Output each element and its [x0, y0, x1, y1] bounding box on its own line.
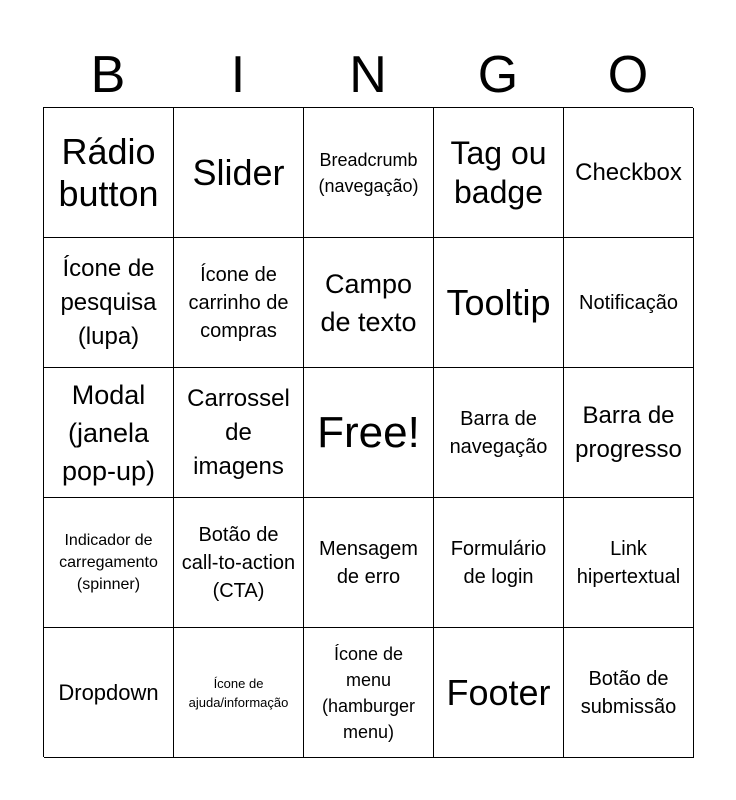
bingo-cell-free[interactable]: Free! [304, 368, 434, 498]
bingo-cell-r1c3[interactable]: Breadcrumb (navegação) [304, 108, 434, 238]
bingo-cell-r4c2[interactable]: Botão de call-to-action (CTA) [174, 498, 304, 628]
bingo-cell-r5c1[interactable]: Dropdown [44, 628, 174, 758]
bingo-cell-r2c3[interactable]: Campo de texto [304, 238, 434, 368]
bingo-cell-r2c4[interactable]: Tooltip [434, 238, 564, 368]
bingo-cell-r1c2[interactable]: Slider [174, 108, 304, 238]
bingo-cell-r3c5[interactable]: Barra de progresso [564, 368, 694, 498]
bingo-cell-r5c3[interactable]: Ícone de menu (hamburger menu) [304, 628, 434, 758]
bingo-cell-r1c1[interactable]: Rádio button [44, 108, 174, 238]
bingo-cell-r2c5[interactable]: Notificação [564, 238, 694, 368]
bingo-header [43, 42, 693, 108]
bingo-cell-r4c3[interactable]: Mensagem de erro [304, 498, 434, 628]
bingo-cell-r1c5[interactable]: Checkbox [564, 108, 694, 238]
bingo-cell-r5c2[interactable]: Ícone de ajuda/informação [174, 628, 304, 758]
header-letter-n: N [349, 46, 387, 104]
bingo-cell-r4c1[interactable]: Indicador de carregamento (spinner) [44, 498, 174, 628]
bingo-cell-r3c1[interactable]: Modal (janela pop-up) [44, 368, 174, 498]
bingo-cell-r2c1[interactable]: Ícone de pesquisa (lupa) [44, 238, 174, 368]
bingo-cell-r4c5[interactable]: Link hipertextual [564, 498, 694, 628]
bingo-grid [43, 107, 693, 757]
bingo-cell-r4c4[interactable]: Formulário de login [434, 498, 564, 628]
header-letter-o: O [607, 46, 649, 104]
header-letter-b: B [90, 46, 126, 104]
bingo-cell-r5c5[interactable]: Botão de submissão [564, 628, 694, 758]
header-letter-g: G [477, 46, 519, 104]
bingo-cell-r5c4[interactable]: Footer [434, 628, 564, 758]
bingo-cell-r2c2[interactable]: Ícone de carrinho de compras [174, 238, 304, 368]
header-letter-i: I [230, 46, 246, 104]
bingo-cell-r3c2[interactable]: Carrossel de imagens [174, 368, 304, 498]
bingo-cell-r3c4[interactable]: Barra de navegação [434, 368, 564, 498]
bingo-cell-r1c4[interactable]: Tag ou badge [434, 108, 564, 238]
